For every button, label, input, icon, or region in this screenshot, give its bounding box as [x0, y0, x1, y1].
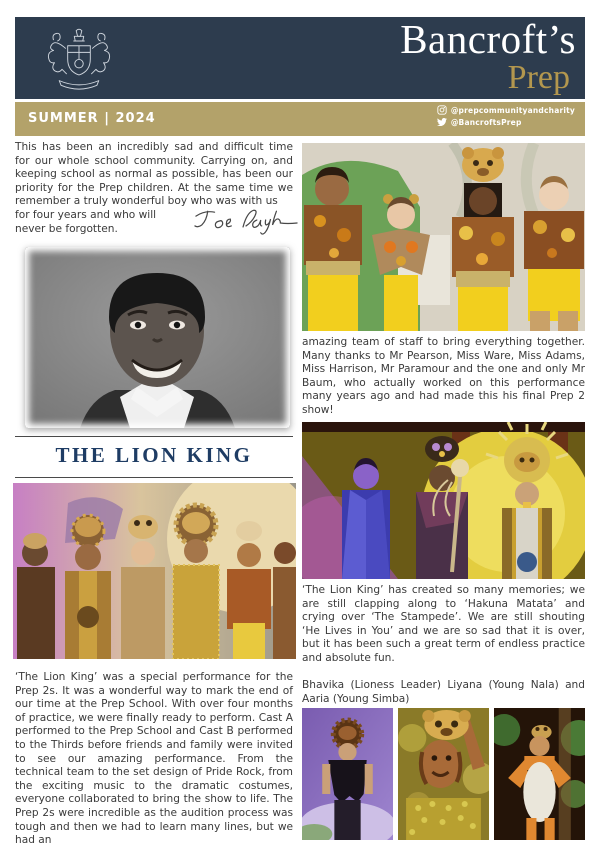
- twitter-link[interactable]: [437, 117, 575, 127]
- article-right-paragraph-thanks: amazing team of staff to bring everything together. Many thanks to Mr Pearson, Miss Ware, Miss Adams, Miss Harrison, Mr Paramour and the one and only Mr Baum, who actually worked on this performance many years ago and had made this his final Prep 2 show!: [302, 336, 585, 416]
- masthead: [15, 17, 585, 99]
- twitter-handle[interactable]: @BancroftsPrep: [450, 117, 522, 127]
- social-links: [437, 105, 575, 127]
- intro-paragraph-tail-1: for four years and who will: [15, 209, 157, 221]
- twitter-icon: [437, 117, 447, 127]
- issue-bar: [15, 102, 585, 136]
- article-byline: Bhavika (Lioness Leader) Liyana (Young Nala) and Aaria (Young Simba): [302, 679, 585, 705]
- timon-costume-photo: [494, 708, 585, 840]
- school-name: Bancroft’s: [400, 16, 576, 62]
- pride-rock-scene-photo: [302, 422, 585, 579]
- photo-strip: [302, 708, 585, 840]
- article-right-paragraph-memories: ‘The Lion King’ has created so many memories; we are still clapping along to ‘Hakuna Matata’ and crying over ‘The Stampede’. We are still shouting ‘He Lives in You’ and we are so sad that it is over, but it has been such a great term of endless practice and absolute fun.: [302, 584, 585, 664]
- instagram-handle[interactable]: @prepcommunityandcharity: [450, 105, 575, 115]
- simba-closeup-photo: [398, 708, 489, 840]
- school-dept: Prep: [507, 59, 570, 96]
- lion-king-stage-photo: [302, 143, 585, 331]
- lion-king-cast-lineup-photo: [13, 483, 296, 659]
- intro-paragraph-tail-2: never be forgotten.: [15, 223, 118, 235]
- article-heading: THE LION KING: [55, 443, 253, 467]
- heading-rule-bottom: [15, 477, 293, 478]
- intro-paragraph: This has been an incredibly sad and difficult time for our whole school community. Carrying on, and keeping school as normal as possible, has been our priority for the Prep children. At the same time we remember a truly wonderful boy who was with us: [15, 141, 293, 208]
- article-left-paragraph: ‘The Lion King’ was a special performance for the Prep 2s. It was a wonderful way to mark the end of our time at the Prep School. With over four months of practice, we were finally ready to perform. Cast A performed to the Prep School and Cast B performed to the Thirds before friends and family were invited to see our amazing performance. From the technical team to the set design of Pride Rock, from the exciting music to the dramatic costumes, everyone collaborated to bring the show to life. The Prep 2s were incredible as the audition process was tough and then we had to learn many lines, but we had an: [15, 671, 293, 847]
- school-crest-icon: [31, 25, 127, 91]
- instagram-link[interactable]: [437, 105, 575, 115]
- heading-rule-top: [15, 436, 293, 437]
- issue-label: SUMMER | 2024: [28, 111, 156, 126]
- headteacher-signature: [192, 202, 300, 242]
- instagram-icon: [437, 105, 447, 115]
- scar-costume-photo: [302, 708, 393, 840]
- memorial-portrait-photo: [25, 247, 290, 428]
